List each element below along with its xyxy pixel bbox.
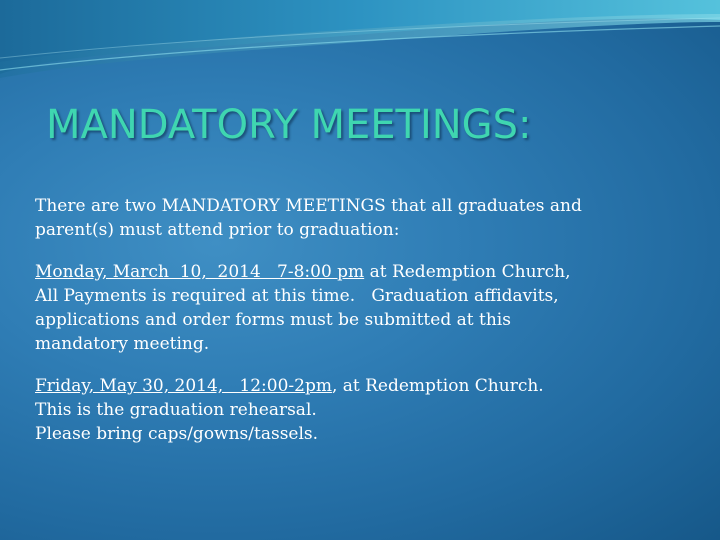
intro-line-1: There are two MANDATORY MEETINGS that all graduates and bbox=[35, 196, 582, 216]
meeting-1-date: Monday, March 10, 2014 7-8:00 pm bbox=[35, 262, 365, 282]
meeting-2-date: Friday, May 30, 2014, 12:00-2pm bbox=[35, 376, 332, 396]
meeting-1-line-4: mandatory meeting. bbox=[35, 334, 210, 354]
meeting-2-line-3: Please bring caps/gowns/tassels. bbox=[35, 424, 319, 444]
meeting-1-line-1 bbox=[35, 260, 685, 284]
meeting-1-line-2: All Payments is required at this time. Graduation affidavits, bbox=[35, 286, 559, 306]
slide-body bbox=[35, 194, 685, 464]
meeting-2-paragraph bbox=[35, 374, 685, 446]
meeting-1-line-3: applications and order forms must be submitted at this bbox=[35, 310, 511, 330]
meeting-2-line-2: This is the graduation rehearsal. bbox=[35, 400, 317, 420]
intro-line-2: parent(s) must attend prior to graduation: bbox=[35, 220, 400, 240]
intro-paragraph bbox=[35, 194, 685, 242]
meeting-2-location: , at Redemption Church. bbox=[331, 376, 544, 396]
meeting-1-location: at Redemption Church, bbox=[364, 262, 571, 282]
decorative-wave-band bbox=[0, 0, 720, 80]
meeting-1-paragraph bbox=[35, 260, 685, 356]
slide-title: MANDATORY MEETINGS: bbox=[46, 102, 532, 148]
meeting-2-line-1 bbox=[35, 374, 685, 398]
